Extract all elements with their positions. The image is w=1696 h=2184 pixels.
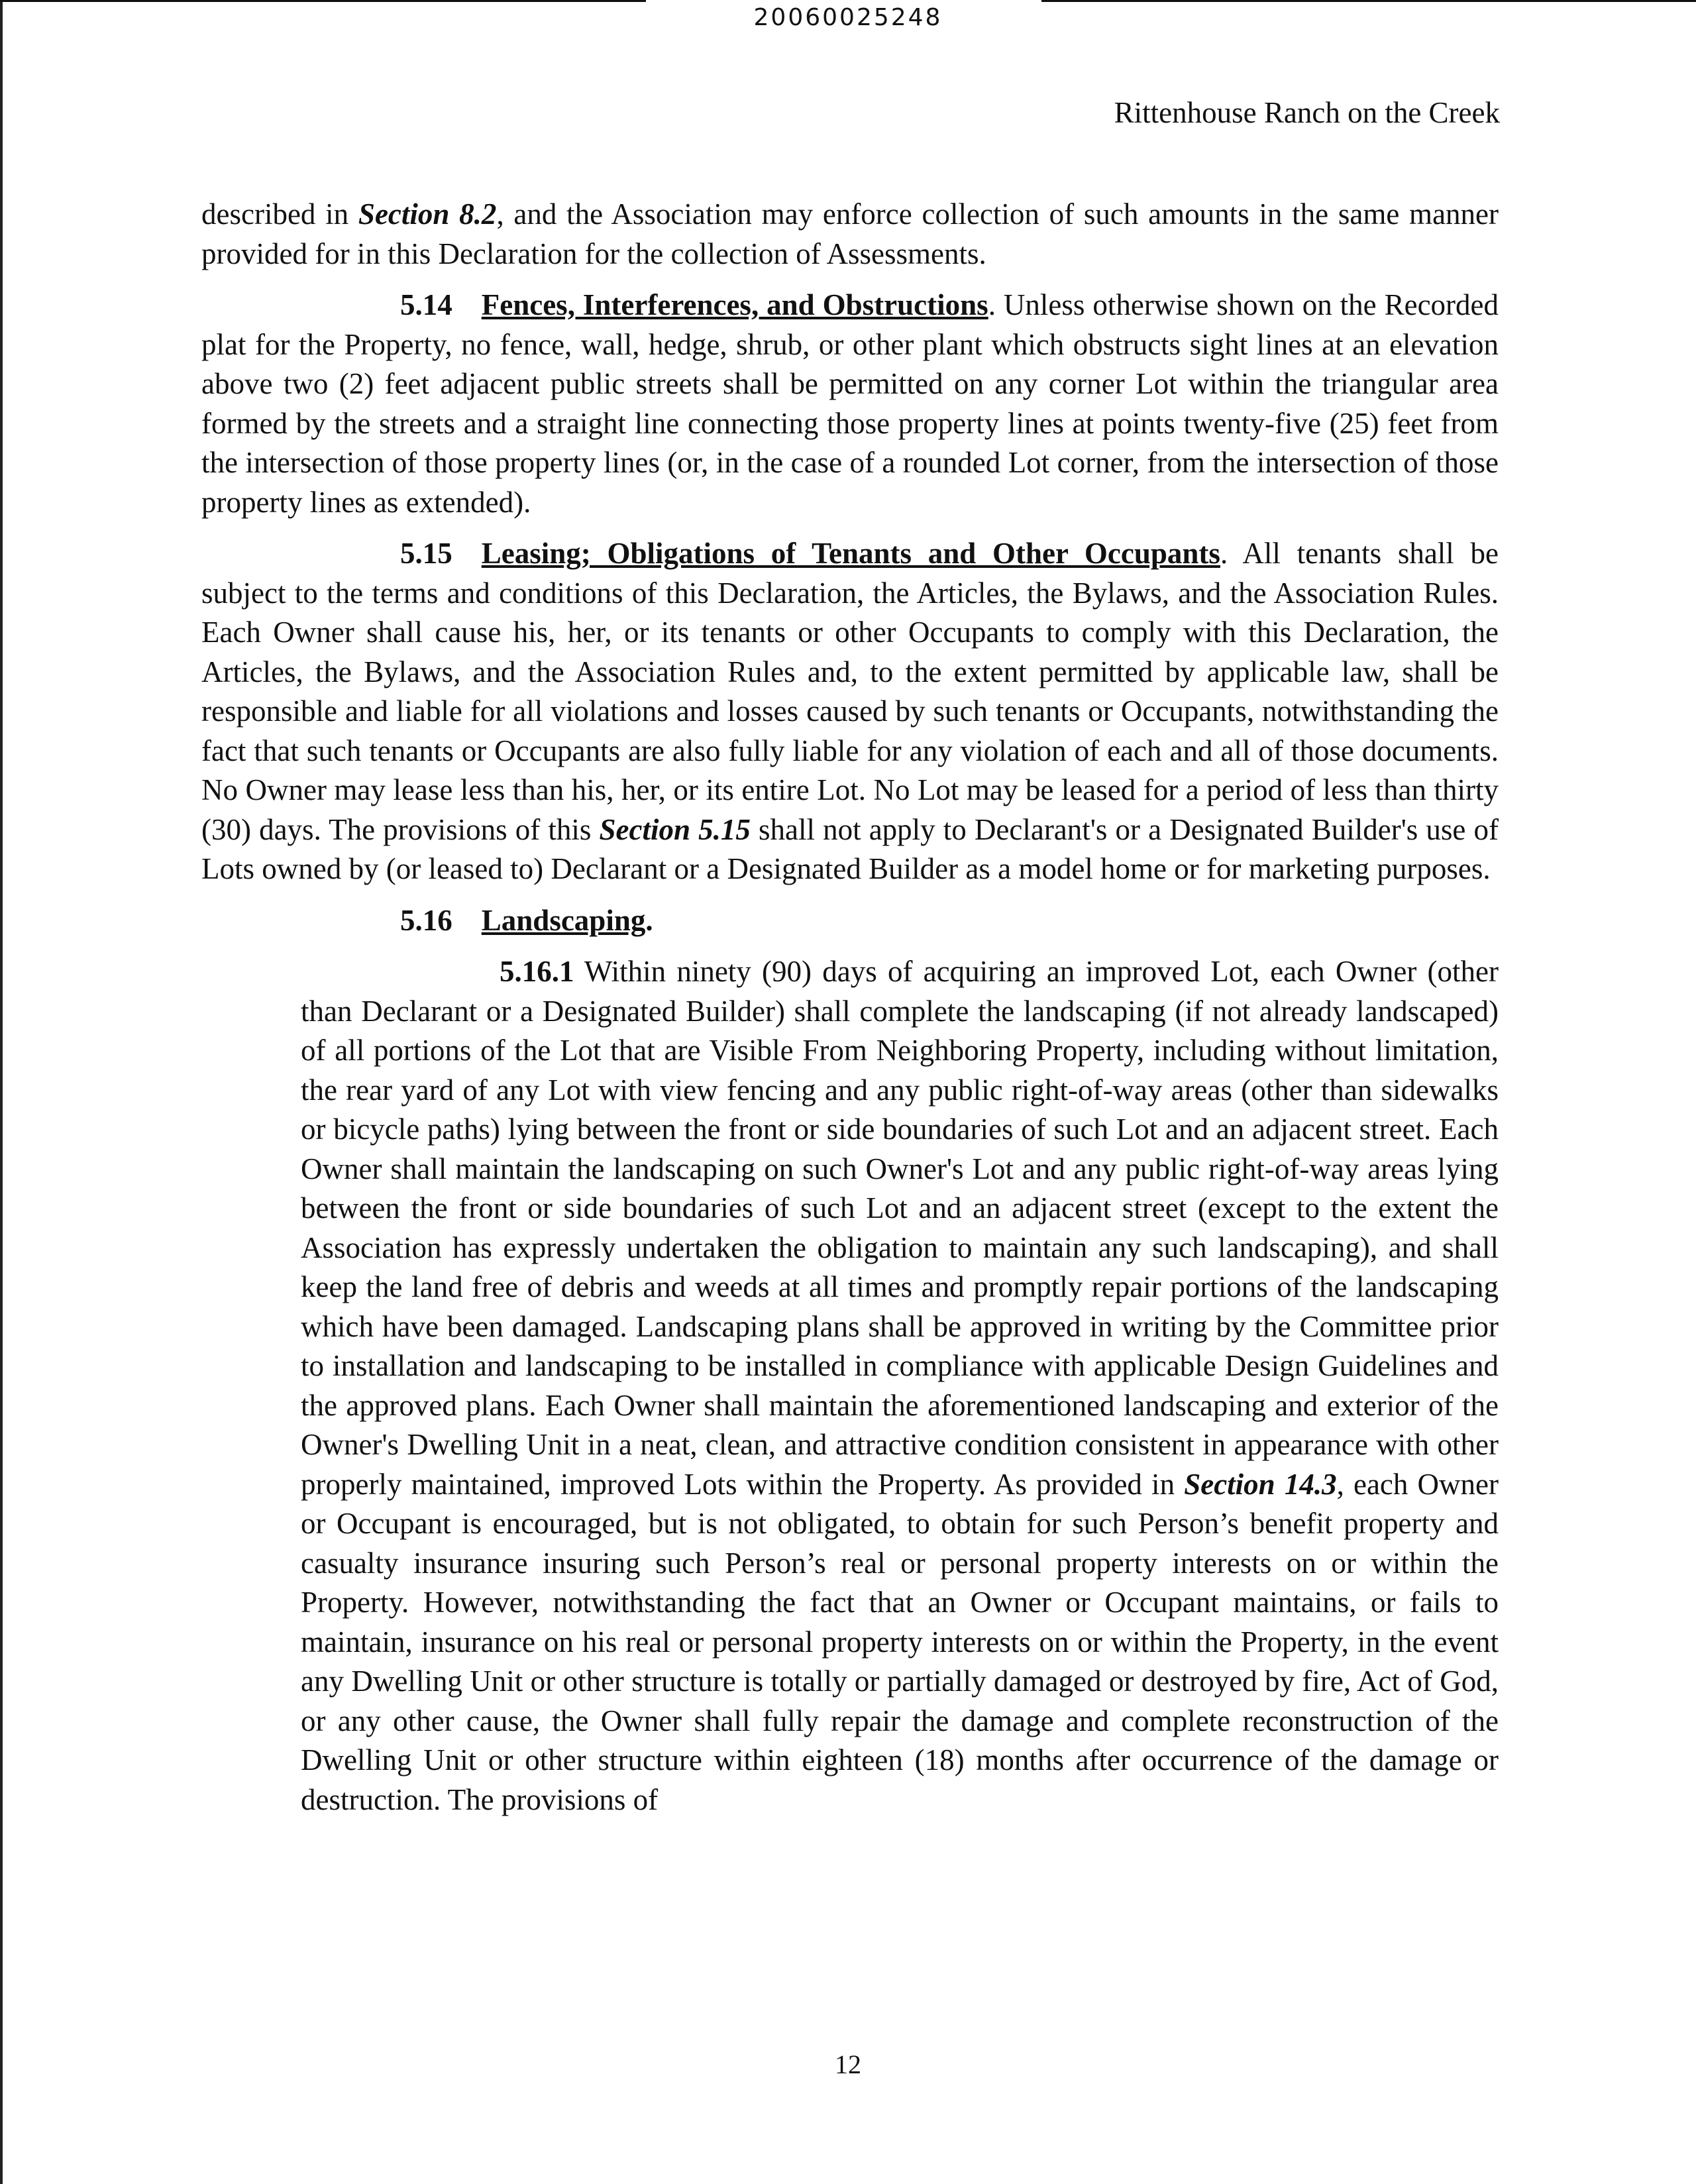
scan-top-rule-left xyxy=(0,0,646,2)
document-body xyxy=(201,195,1499,1831)
section-title: Fences, Interferences, and Obstructions xyxy=(481,288,988,321)
section-5-16-heading xyxy=(201,901,1499,941)
section-number: 5.14 xyxy=(400,288,452,321)
running-header: Rittenhouse Ranch on the Creek xyxy=(1114,96,1500,129)
subsection-number: 5.16.1 xyxy=(500,955,574,988)
section-number: 5.16 xyxy=(400,903,452,937)
section-title-period: . xyxy=(645,903,653,937)
section-number: 5.15 xyxy=(400,537,452,570)
continuation-paragraph xyxy=(201,195,1499,274)
continuation-before: described in xyxy=(201,197,358,231)
section-reference: Section 8.2 xyxy=(358,197,497,231)
section-body: . All tenants shall be subject to the terms and conditions of this Declaration, the Articles, the Bylaws, and the Association Rules. Each Owner shall cause his, her, or its tenants or other Occupants to comply with this Declaration, the Articles, the Bylaws, and the Association Rules and, to the extent permitted by applicable law, shall be responsible and liable for all violations and losses caused by such tenants or Occupants, notwithstanding the fact that such tenants or Occupants are also fully liable for any violation of each and all of those documents. No Owner may lease less than his, her, or its entire Lot. No Lot may be leased for a period of less than thirty (30) days. The provisions of this xyxy=(201,537,1499,846)
section-reference: Section 5.15 xyxy=(599,812,751,846)
subsection-body: Within ninety (90) days of acquiring an improved Lot, each Owner (other than Declarant or a Designated Builder) shall complete the landscaping (if not already landscaped) of all portions of the Lot that are Visible From Neighboring Property, including without limitation, the rear yard of any Lot with view fencing and any public right-of-way areas (other than sidewalks or bicycle paths) lying between the front or side boundaries of such Lot and an adjacent street. Each Owner shall maintain the landscaping on such Owner's Lot and any public right-of-way areas lying between the front or side boundaries of such Lot and an adjacent street (except to the extent the Association has expressly undertaken the obligation to maintain any such landscaping), and shall keep the land free of debris and weeds at all times and promptly repair portions of the landscaping which have been damaged. Landscaping plans shall be approved in writing by the Committee prior to installation and landscaping to be installed in compliance with applicable Design Guidelines and the approved plans. Each Owner shall maintain the aforementioned landscaping and exterior of the Owner's Dwelling Unit in a neat, clean, and attractive condition consistent in appearance with other properly maintained, improved Lots within the Property. As provided in xyxy=(301,955,1499,1501)
subsection-body-continued: , each Owner or Occupant is encouraged, but is not obligated, to obtain for such Person’s benefit property and casualty insurance insuring such Person’s real or personal property interests on or within the Property. However, notwithstanding the fact that an Owner or Occupant maintains, or fails to maintain, insurance on his real or personal property interests on or within the Property, in the event any Dwelling Unit or other structure is totally or partially damaged or destroyed by fire, Act of God, or any other cause, the Owner shall fully repair the damage and complete reconstruction of the Dwelling Unit or other structure within eighteen (18) months after occurrence of the damage or destruction. The provisions of xyxy=(301,1467,1499,1816)
scan-left-edge xyxy=(0,0,3,2184)
section-5-15 xyxy=(201,534,1499,889)
scan-top-rule-right xyxy=(1041,0,1696,2)
section-5-14 xyxy=(201,286,1499,522)
section-reference: Section 14.3 xyxy=(1184,1467,1337,1501)
section-5-16-1 xyxy=(301,952,1499,1820)
section-body-continued: shall not apply to Declarant's or a Designated Builder's use of Lots owned by (or leased to) Declarant or a Designated Builder as a model home or for marketing purposes. xyxy=(201,812,1499,885)
section-title: Leasing; Obligations of Tenants and Other Occupants xyxy=(481,537,1220,570)
document-number: 20060025248 xyxy=(753,4,943,31)
continuation-after: , and the Association may enforce collection of such amounts in the same manner provided for in this Declaration for the collection of Assessments. xyxy=(201,197,1499,270)
page-number: 12 xyxy=(835,2049,861,2079)
section-title: Landscaping xyxy=(481,903,646,937)
section-body: . Unless otherwise shown on the Recorded plat for the Property, no fence, wall, hedge, shrub, or other plant which obstructs sight lines at an elevation above two (2) feet adjacent public streets shall be permitted on any corner Lot within the triangular area formed by the streets and a straight line connecting those property lines at points twenty-five (25) feet from the intersection of those property lines (or, in the case of a rounded Lot corner, from the intersection of those property lines as extended). xyxy=(201,288,1499,519)
